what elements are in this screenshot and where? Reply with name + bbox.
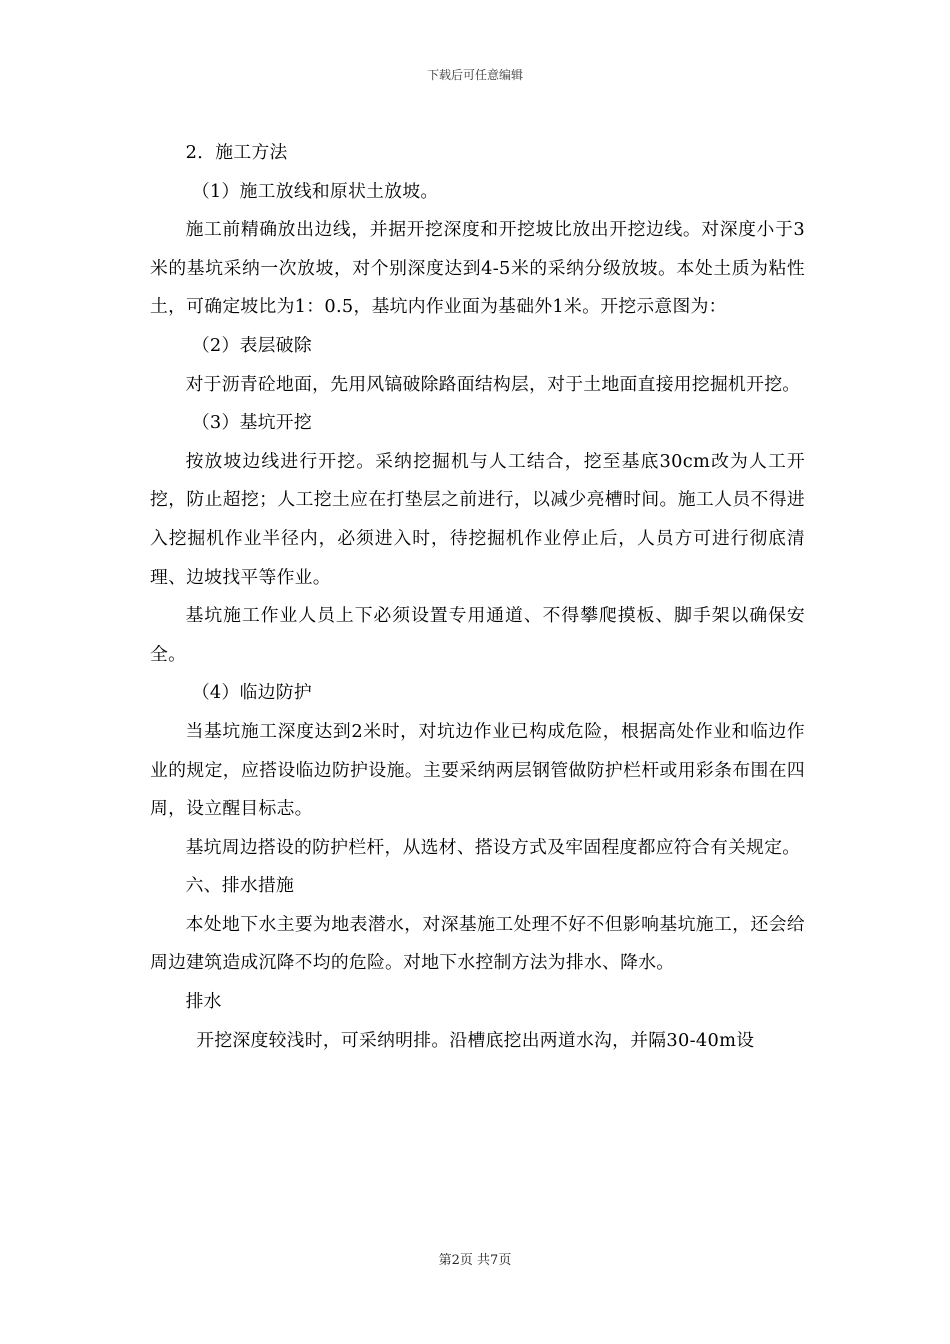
subheading-edge-protection: （4）临边防护	[191, 682, 312, 704]
document-body	[150, 134, 805, 1060]
paragraph-surface-removal: 对于沥青砼地面，先用风镐破除路面结构层，对于土地面直接用挖掘机开挖。	[185, 373, 801, 395]
paragraph-open-drainage: 开挖深度较浅时，可采纳明排。沿槽底挖出两道水沟，并隔30-40m设	[196, 1029, 755, 1051]
page-footer: 第2页 共7页	[438, 1253, 512, 1268]
subheading-surface-removal: （2）表层破除	[191, 334, 312, 356]
page-header: 下载后可任意编辑	[426, 68, 523, 82]
paragraph-groundwater: 本处地下水主要为地表潜水，对深基施工处理不好不但影响基坑施工，还会给周边建筑造成沉降不均的危险。对地下水控制方法为排水、降水。	[150, 913, 805, 974]
paragraph-railing-rules: 基坑周边搭设的防护栏杆，从选材、搭设方式及牢固程度都应符合有关规定。	[185, 836, 801, 858]
paragraph-setting-out: 施工前精确放出边线，并据开挖深度和开挖坡比放出开挖边线。对深度小于3米的基坑采纳一次放坡，对个别深度达到4-5米的采纳分级放坡。本处土质为粘性土，可确定坡比为1：0.5，基坑内作业面为基础外1米。开挖示意图为：	[150, 219, 805, 318]
paragraph-edge-protection: 当基坑施工深度达到2米时，对坑边作业已构成危险，根据高处作业和临边作业的规定，应搭设临边防护设施。主要采纳两层钢管做防护栏杆或用彩条布围在四周，设立醒目标志。	[150, 720, 805, 820]
subheading-drainage: 排水	[185, 991, 222, 1013]
subheading-setting-out: （1）施工放线和原状土放坡。	[191, 180, 439, 202]
paragraph-pit-access: 基坑施工作业人员上下必须设置专用通道、不得攀爬摸板、脚手架以确保安全。	[150, 605, 805, 665]
paragraph-pit-excavation: 按放坡边线进行开挖。采纳挖掘机与人工结合，挖至基底30cm改为人工开挖，防止超挖；人工挖土应在打垫层之前进行，以减少亮槽时间。施工人员不得进入挖掘机作业半径内，必须进入时，待挖掘机作业停止后，人员方可进行彻底清理、边坡找平等作业。	[150, 450, 805, 588]
section-heading-construction-method: 2．施工方法	[185, 142, 288, 163]
section-heading-drainage: 六、排水措施	[185, 875, 295, 897]
subheading-pit-excavation: （3）基坑开挖	[191, 412, 312, 434]
